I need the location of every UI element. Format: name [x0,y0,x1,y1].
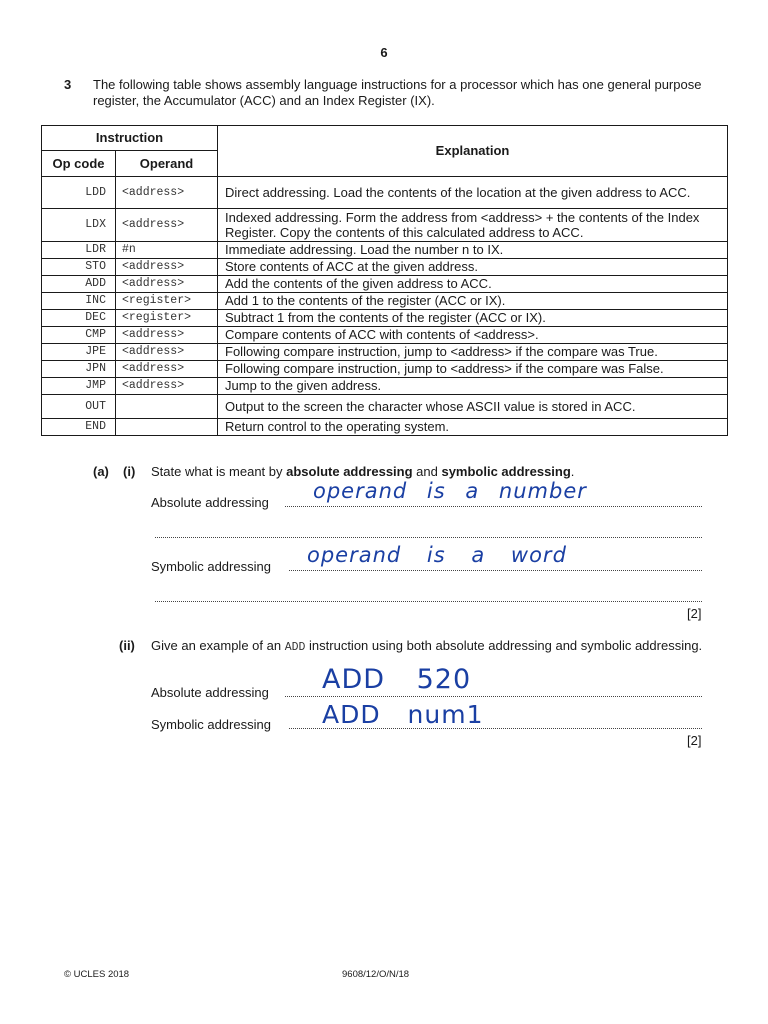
operand-cell: <address> [116,327,218,344]
marks-a-ii: [2] [687,733,702,748]
opcode-cell: END [42,419,116,436]
part-a-i-label: (i) [123,464,136,479]
table-row [42,327,728,344]
table-row [42,209,728,242]
bold-term: symbolic addressing [441,464,571,479]
opcode-cell: JPN [42,361,116,378]
question-text: State what is meant by [151,464,287,479]
absolute-addressing-label: Absolute addressing [151,495,269,510]
operand-cell: <register> [116,310,218,327]
table-row [42,177,728,209]
part-a-i-question [151,464,711,480]
opcode-cell: LDX [42,209,116,242]
table-row [42,310,728,327]
handwritten-answer-absolute: operand is a number [313,479,587,503]
explanation-cell: Direct addressing. Load the contents of the location at the given address to ACC. [218,177,728,209]
question-text: . [570,464,575,479]
absolute-addressing-label: Absolute addressing [151,685,269,700]
opcode-cell: DEC [42,310,116,327]
operand-cell: <address> [116,344,218,361]
page-number: 6 [380,45,388,60]
explanation-cell: Immediate addressing. Load the number n to IX. [218,242,728,259]
explanation-cell: Compare contents of ACC with contents of <address>. [218,327,728,344]
part-a-ii-label: (ii) [119,638,135,653]
operand-cell: #n [116,242,218,259]
question-number: 3 [64,77,72,92]
explanation-cell: Indexed addressing. Form the address from <address> + the contents of the Index Register. Copy the contents of this calculated address to ACC. [218,209,728,242]
marks-a-i: [2] [687,606,702,621]
answer-line[interactable] [155,601,702,602]
symbolic-addressing-label: Symbolic addressing [151,717,271,732]
operand-cell [116,395,218,419]
opcode-cell: STO [42,259,116,276]
handwritten-answer-add-symbolic: ADD num1 [322,700,484,729]
mono-add: ADD [284,641,306,654]
question-intro: The following table shows assembly language instructions for a processor which has one general purpose register, the Accumulator (ACC) and an Index Register (IX). [93,77,702,108]
opcode-cell: ADD [42,276,116,293]
answer-line[interactable] [155,537,702,538]
operand-cell [116,419,218,436]
table-row [42,259,728,276]
explanation-cell: Store contents of ACC at the given address. [218,259,728,276]
opcode-cell: JMP [42,378,116,395]
operand-cell: <address> [116,259,218,276]
part-a-ii-question [151,638,704,656]
explanation-cell: Return control to the operating system. [218,419,728,436]
answer-line[interactable] [285,506,702,507]
part-a-label: (a) [93,464,109,479]
explanation-cell: Jump to the given address. [218,378,728,395]
answer-line[interactable] [285,696,702,697]
explanation-cell: Add the contents of the given address to ACC. [218,276,728,293]
opcode-cell: LDR [42,242,116,259]
header-operand: Operand [116,151,218,177]
header-explanation: Explanation [218,126,728,177]
handwritten-answer-symbolic: operand is a word [307,543,567,567]
opcode-cell: JPE [42,344,116,361]
table-row [42,419,728,436]
handwritten-answer-add-absolute: ADD 520 [322,664,472,695]
opcode-cell: LDD [42,177,116,209]
table-row [42,344,728,361]
footer-copyright: © UCLES 2018 [64,969,130,980]
opcode-cell: INC [42,293,116,310]
table-row [42,293,728,310]
opcode-cell: OUT [42,395,116,419]
operand-cell: <address> [116,276,218,293]
question-text: instruction using both absolute addressing and symbolic addressing. [305,638,703,653]
answer-line[interactable] [289,570,702,571]
table-row [42,361,728,378]
table-row [42,378,728,395]
explanation-cell: Add 1 to the contents of the register (ACC or IX). [218,293,728,310]
operand-cell: <address> [116,177,218,209]
symbolic-addressing-label: Symbolic addressing [151,559,271,574]
explanation-cell: Output to the screen the character whose ASCII value is stored in ACC. [218,395,728,419]
operand-cell: <address> [116,378,218,395]
explanation-cell: Following compare instruction, jump to <address> if the compare was False. [218,361,728,378]
table-body [42,177,728,436]
header-opcode: Op code [42,151,116,177]
table-row [42,395,728,419]
explanation-cell: Subtract 1 from the contents of the register (ACC or IX). [218,310,728,327]
table-row [42,276,728,293]
header-instruction: Instruction [42,126,218,151]
bold-term: absolute addressing [286,464,413,479]
operand-cell: <address> [116,361,218,378]
operand-cell: <address> [116,209,218,242]
instruction-table [41,125,728,436]
table-row [42,242,728,259]
explanation-cell: Following compare instruction, jump to <address> if the compare was True. [218,344,728,361]
opcode-cell: CMP [42,327,116,344]
operand-cell: <register> [116,293,218,310]
question-text: Give an example of an [151,638,285,653]
question-text: and [412,464,442,479]
footer-code: 9608/12/O/N/18 [342,969,410,980]
